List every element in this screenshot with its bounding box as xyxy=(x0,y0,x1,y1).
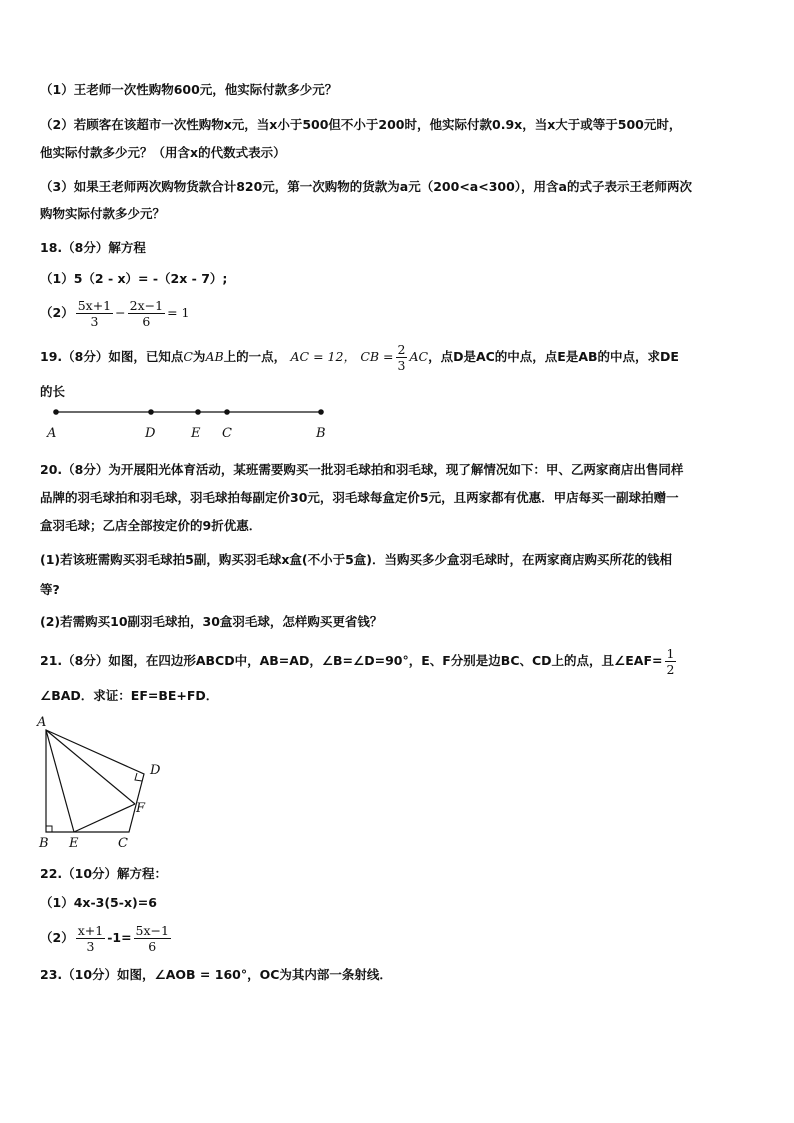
q21-label-f: F xyxy=(136,801,146,816)
q18-eq2-rhs: = 1 xyxy=(167,305,190,320)
q17-part1: （1）王老师一次性购物600元，他实际付款多少元？ xyxy=(40,82,338,97)
q22-eq2-mid: -1= xyxy=(107,930,132,945)
q17-part2-line1: （2）若顾客在该超市一次性购物x元，当x小于500但不小于200时，他实际付款0.9x，当x大于或等于500元时， xyxy=(40,117,682,132)
q22-eq1: （1）4x-3(5-x)=6 xyxy=(40,895,157,910)
q23-line1: 23.（10分）如图，∠AOB = 160°，OC为其内部一条射线． xyxy=(40,967,392,982)
q19-point-c xyxy=(224,409,230,415)
q20-line1: 20.（8分）为开展阳光体育活动，某班需要购买一批羽毛球拍和羽毛球，现了解情况如下：甲、乙两家商店出售同样 xyxy=(40,462,684,477)
q18-eq2-op: − xyxy=(115,305,126,320)
q19-pre: 19.（8分）如图，已知点 xyxy=(40,349,184,364)
q21-text1: 21.（8分）如图，在四边形ABCD中，AB=AD，∠B=∠D=90°，E、F分别是边BC、CD上的点，且∠EAF= xyxy=(40,653,663,668)
q21-label-d: D xyxy=(150,763,161,778)
q19-rest: ，点D是AC的中点，点E是AB的中点，求DE xyxy=(428,349,679,364)
q21-right-angle-b xyxy=(46,826,52,832)
q21-quadrilateral-diagram xyxy=(34,712,169,852)
q21-frac-num: 1 xyxy=(666,646,675,661)
q21-line1 xyxy=(40,642,678,680)
q19-label-d: D xyxy=(145,426,156,441)
q20-line6: (2)若需购买10副羽毛球拍，30盒羽毛球，怎样购买更省钱？ xyxy=(40,614,383,629)
q22-eq2 xyxy=(40,919,173,957)
q19-label-b: B xyxy=(316,426,326,441)
q21-label-e: E xyxy=(69,836,79,851)
q22-title: 22.（10分）解方程： xyxy=(40,866,168,881)
q19-label-e: E xyxy=(191,426,201,441)
q19-point-a xyxy=(53,409,59,415)
q17-part3-line2: 购物实际付款多少元？ xyxy=(40,206,166,221)
q19-point-d xyxy=(148,409,154,415)
q22-eq2-num2: 5x−1 xyxy=(135,923,169,938)
q21-right-angle-d xyxy=(135,773,142,781)
q19-label-c: C xyxy=(222,426,232,441)
q19-point-e xyxy=(195,409,201,415)
q18-eq2-frac2 xyxy=(128,298,165,329)
q21-label-c: C xyxy=(118,836,128,851)
q22-eq2-den2: 6 xyxy=(148,939,157,954)
q19-ac12: AC = 12， xyxy=(290,349,356,364)
q19-point-b xyxy=(318,409,324,415)
q19-frac-num: 2 xyxy=(397,342,406,357)
q21-label-b: B xyxy=(39,836,49,851)
q22-eq2-frac1 xyxy=(76,923,105,954)
q21-quadrilateral xyxy=(46,730,144,832)
q19-cb: CB = xyxy=(360,349,394,364)
q19-ab: AB xyxy=(205,349,224,364)
q21-frac xyxy=(665,646,677,677)
q19-mid2: 上的一点， xyxy=(223,349,287,364)
q19-c: C xyxy=(183,349,193,364)
q21-line-ef xyxy=(74,804,135,832)
q18-eq1: （1）5（2 - x）= -（2x - 7）; xyxy=(40,271,228,286)
q21-line-ae xyxy=(46,730,74,832)
q18-eq2-frac1 xyxy=(76,298,113,329)
q18-eq2-den1: 3 xyxy=(90,314,99,329)
q22-eq2-den1: 3 xyxy=(86,939,95,954)
q19-mid1: 为 xyxy=(192,349,206,364)
q21-frac-den: 2 xyxy=(666,662,675,677)
q18-title: 18.（8分）解方程 xyxy=(40,240,146,255)
q21-line2: ∠BAD．求证：EF=BE+FD． xyxy=(40,688,219,703)
q19-ac: AC xyxy=(409,349,429,364)
q18-eq2-num2: 2x−1 xyxy=(129,298,164,313)
q18-eq2-prefix: （2） xyxy=(40,305,74,320)
q19-segment-diagram xyxy=(40,400,340,445)
q20-line4: (1)若该班需购买羽毛球拍5副，购买羽毛球x盒(不小于5盒)．当购买多少盒羽毛球时，在两家商店购买所花的钱相 xyxy=(40,552,673,567)
q20-line3: 盒羽毛球；乙店全部按定价的9折优惠． xyxy=(40,518,262,533)
q22-eq2-frac2 xyxy=(134,923,171,954)
q18-eq2 xyxy=(40,294,189,332)
q21-line-af xyxy=(46,730,135,804)
q20-line5: 等? xyxy=(40,582,60,597)
q20-line2: 品牌的羽毛球拍和羽毛球，羽毛球拍每副定价30元，羽毛球每盒定价5元，且两家都有优惠．甲店每买一副球拍赠一 xyxy=(40,490,679,505)
q21-label-a: A xyxy=(37,715,47,730)
q22-eq2-num1: x+1 xyxy=(77,923,104,938)
q18-eq2-den2: 6 xyxy=(142,314,151,329)
q19-frac xyxy=(396,342,408,373)
q19-frac-den: 3 xyxy=(397,358,406,373)
q18-eq2-num1: 5x+1 xyxy=(77,298,112,313)
q22-eq2-prefix: （2） xyxy=(40,930,74,945)
q19-line1 xyxy=(40,338,679,376)
q17-part3-line1: （3）如果王老师两次购物货款合计820元，第一次购物的货款为a元（200<a<300），用含a的式子表示王老师两次 xyxy=(40,179,692,194)
q17-part2-line2: 他实际付款多少元？（用含x的代数式表示） xyxy=(40,145,286,160)
q19-line2: 的长 xyxy=(40,384,66,399)
q19-label-a: A xyxy=(47,426,57,441)
